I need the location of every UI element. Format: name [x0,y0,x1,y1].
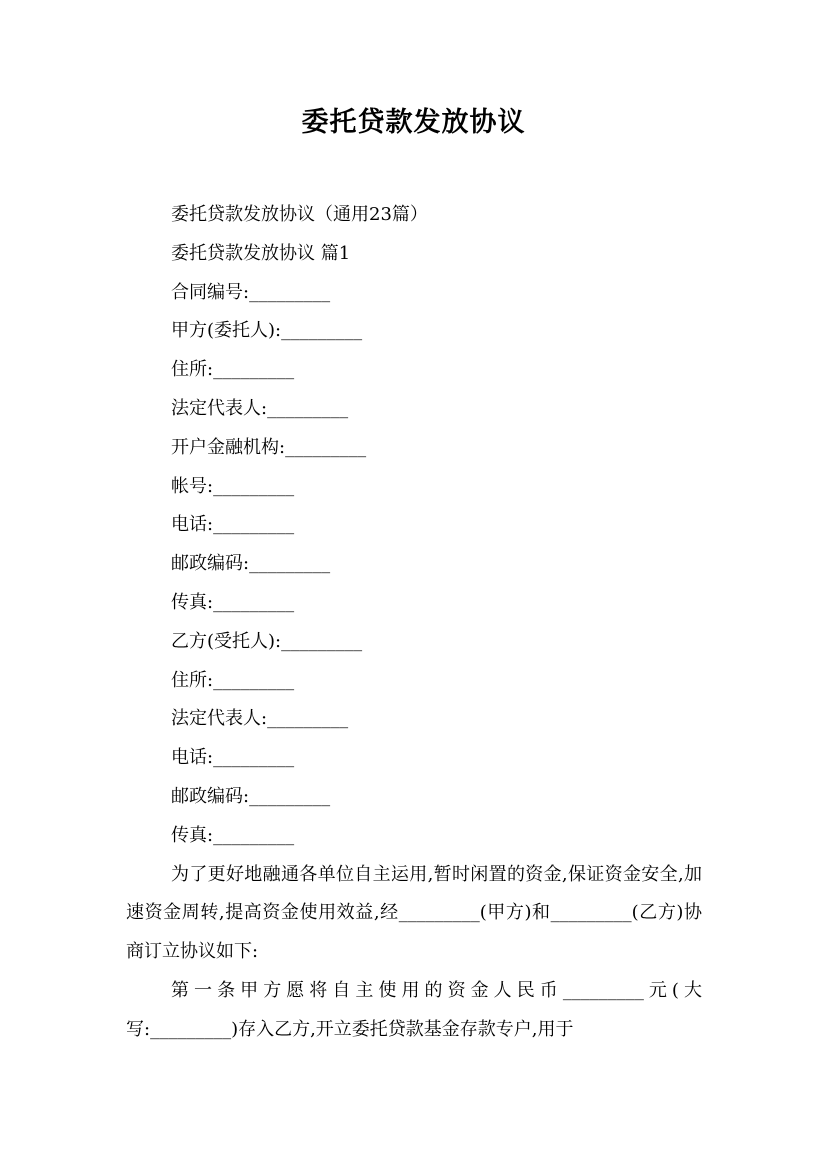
subtitle-line: 委托贷款发放协议（通用23篇） [171,204,428,225]
party-b-address-field: 住所:_________ [171,669,295,691]
section-heading: 委托贷款发放协议 篇1 [171,242,351,264]
party-b-fax-field: 传真:_________ [171,824,295,846]
party-a-postcode-field: 邮政编码:_________ [171,553,331,575]
party-a-address-field: 住所:_________ [171,359,295,381]
party-a-phone-field: 电话:_________ [171,514,295,536]
party-b-phone-field: 电话:_________ [171,747,295,769]
document-body [126,196,702,1050]
contract-number-field: 合同编号:_________ [171,281,331,303]
intro-paragraph: 为了更好地融通各单位自主运用,暂时闲置的资金,保证资金安全,加速资金周转,提高资金使用效益,经_________(甲方)和_________(乙方)协商订立协议如下: [126,863,702,963]
document-title: 委托贷款发放协议 [301,107,526,138]
party-a-field: 甲方(委托人):_________ [171,320,363,342]
party-b-legal-rep-field: 法定代表人:_________ [171,708,349,730]
article-one-paragraph: 第一条甲方愿将自主使用的资金人民币_________元(大写:_________)存入乙方,开立委托贷款基金存款专户,用于 [126,979,702,1040]
party-b-postcode-field: 邮政编码:_________ [171,785,331,807]
party-a-legal-rep-field: 法定代表人:_________ [171,397,349,419]
party-a-bank-field: 开户金融机构:_________ [171,436,367,458]
party-a-fax-field: 传真:_________ [171,591,295,613]
party-b-field: 乙方(受托人):_________ [171,630,363,652]
party-a-account-field: 帐号:_________ [171,475,295,497]
